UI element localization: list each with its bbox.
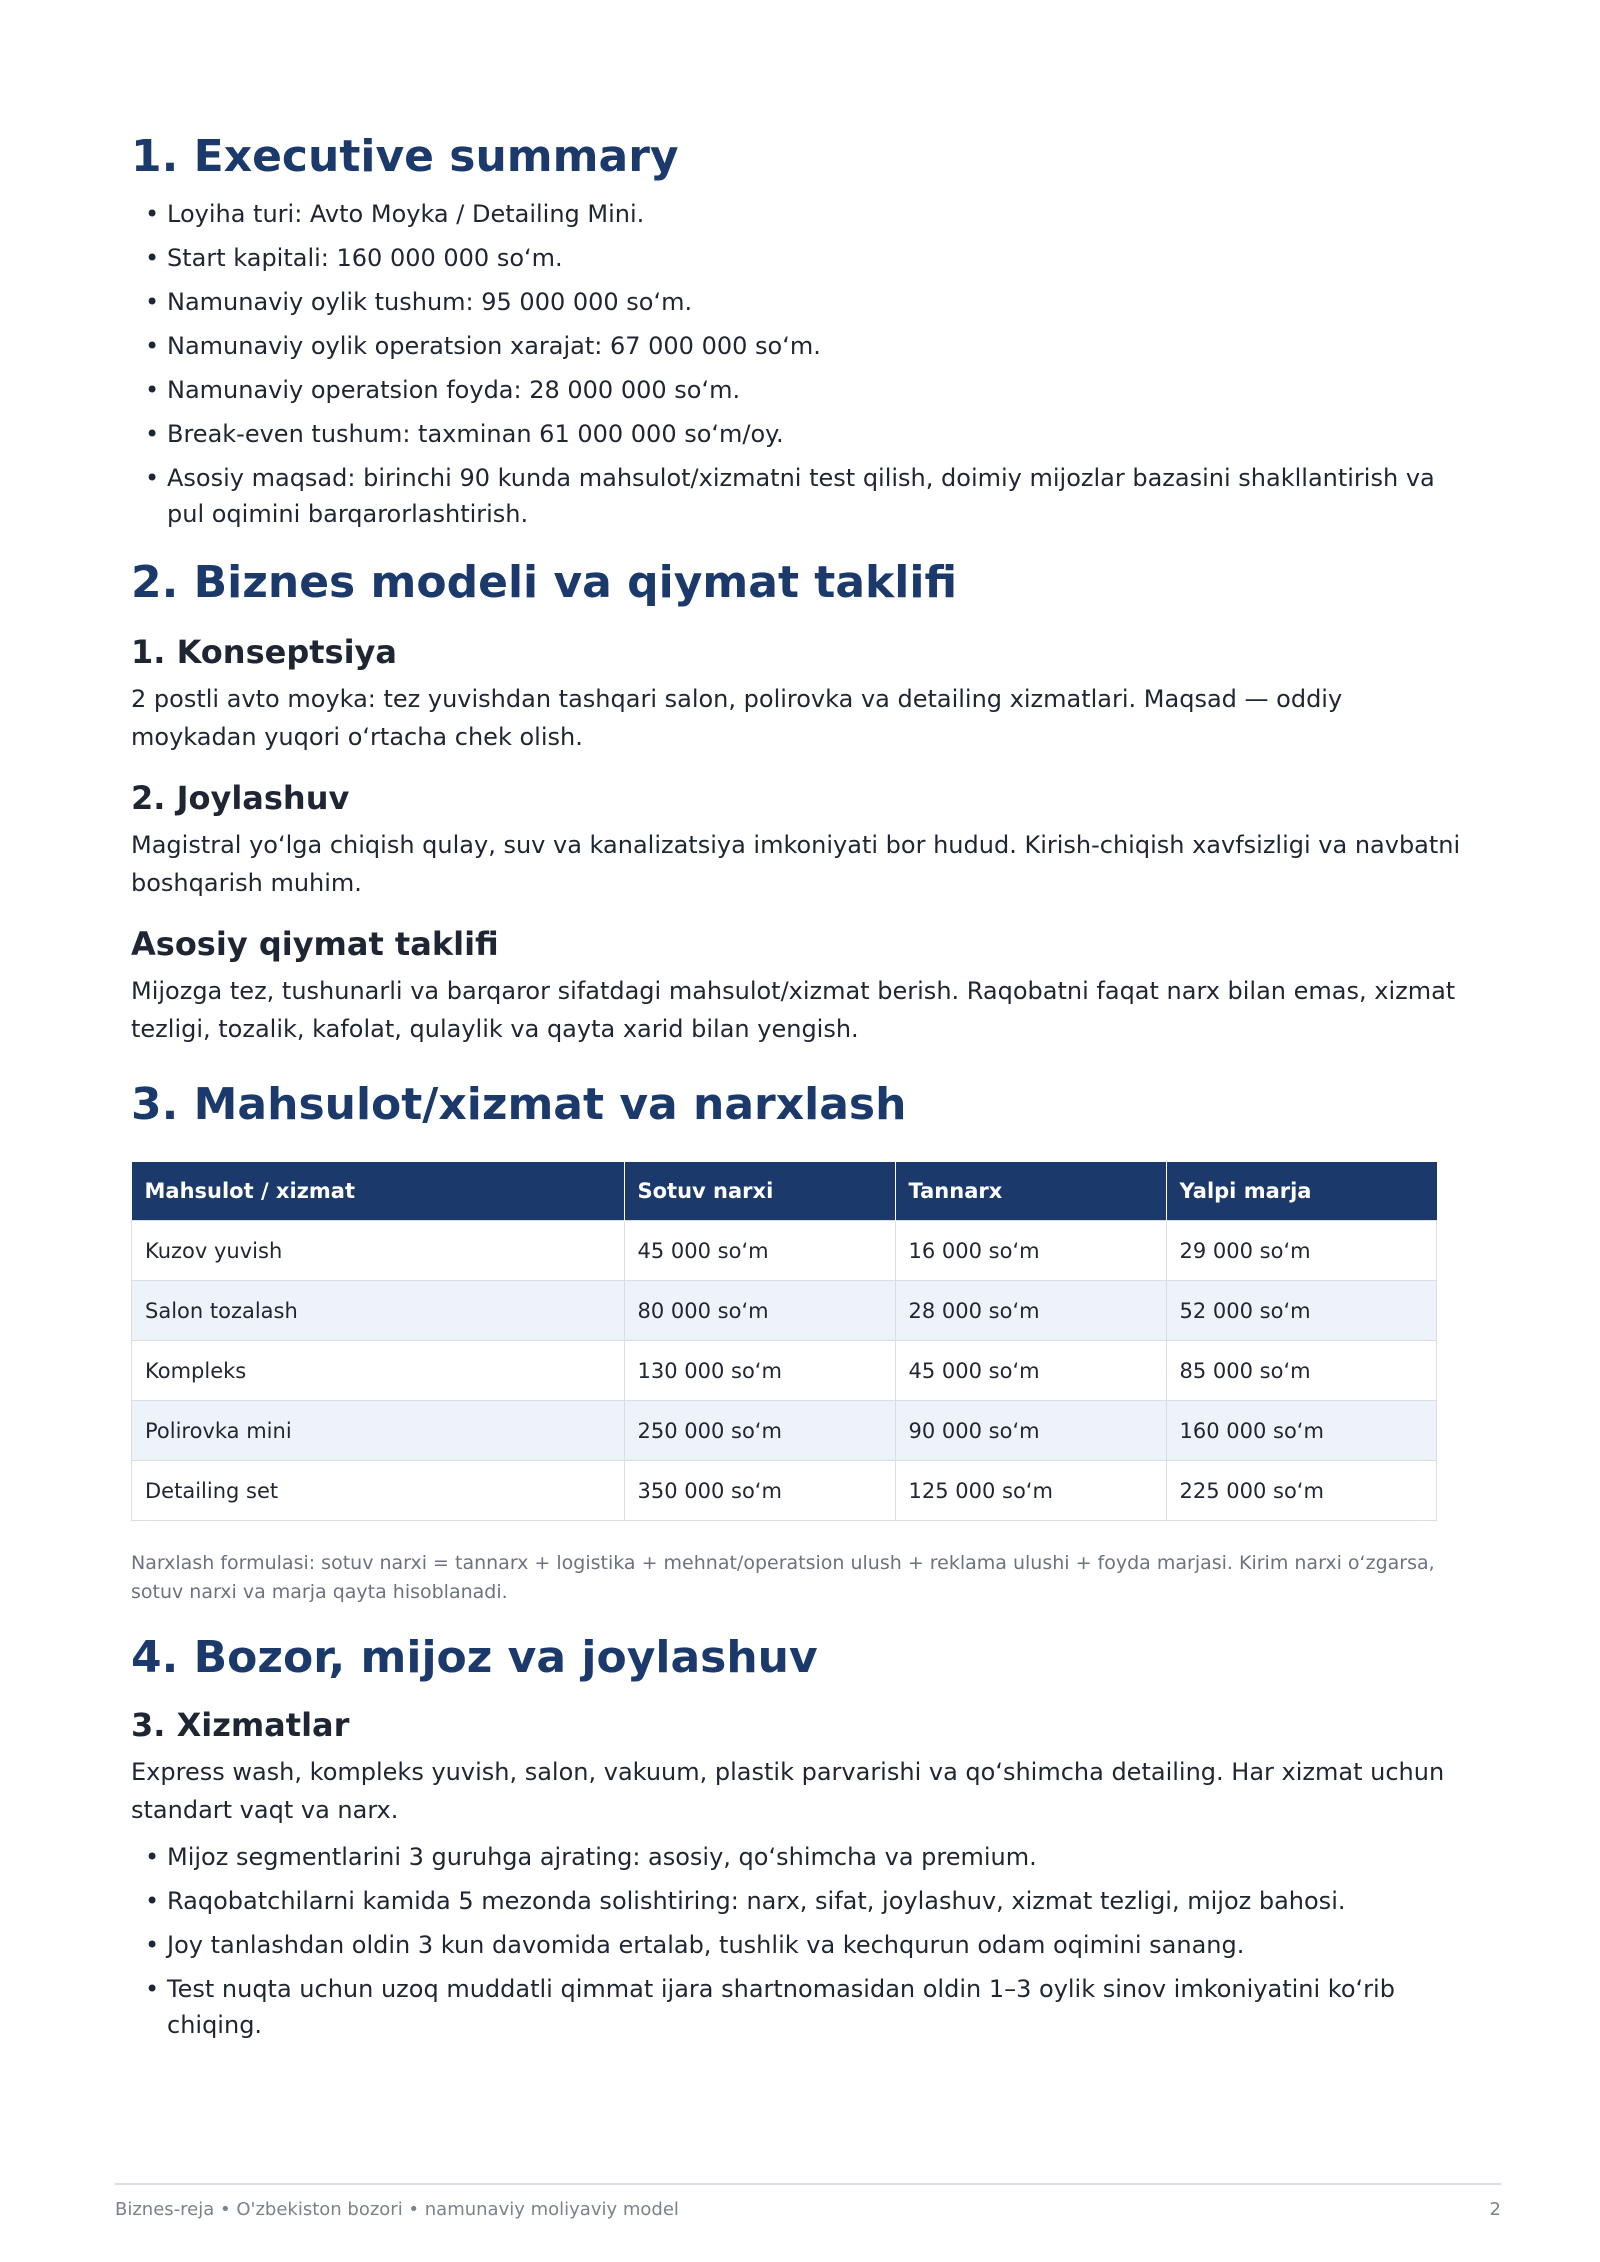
footer-divider (115, 2183, 1501, 2185)
section-title-pricing: 3. Mahsulot/xizmat va narxlash (131, 1079, 907, 1130)
page-number: 2 (1489, 2199, 1501, 2220)
table-cell: 85 000 so‘m (1166, 1341, 1437, 1401)
table-cell: 28 000 so‘m (895, 1281, 1166, 1341)
table-cell: Kompleks (132, 1341, 625, 1401)
table-cell: 130 000 so‘m (624, 1341, 895, 1401)
table-cell: Detailing set (132, 1461, 625, 1521)
subsection-title-location: 2. Joylashuv (131, 779, 350, 817)
column-header: Mahsulot / xizmat (132, 1162, 625, 1221)
value-proposition-text: Mijozga tez, tushunarli va barqaror sifatdagi mahsulot/xizmat berish. Raqobatni faqat narx bilan emas, xizmat tezligi, tozalik, kafolat, qulaylik va qayta xarid bilan yengish. (131, 977, 1456, 1043)
section-title-executive-summary: 1. Executive summary (131, 131, 679, 182)
subsection-title-services: 3. Xizmatlar (131, 1706, 350, 1744)
table-cell: 160 000 so‘m (1166, 1401, 1437, 1461)
table-cell: 250 000 so‘m (624, 1401, 895, 1461)
market-list (131, 1839, 1471, 2043)
section-title-market: 4. Bozor, mijoz va joylashuv (131, 1632, 818, 1683)
location-text: Magistral yo‘lga chiqish qulay, suv va kanalizatsiya imkoniyati bor hudud. Kirish-chiqish xavfsizligi va navbatni boshqarish muhim. (131, 831, 1461, 897)
table-cell: 350 000 so‘m (624, 1461, 895, 1521)
subsection-title-value-proposition: Asosiy qiymat taklifi (131, 925, 499, 963)
pricing-formula-note: Narxlash formulasi: sotuv narxi = tannarx + logistika + mehnat/operatsion ulush + reklama ulushi + foyda marjasi. Kirim narxi o‘zgarsa, sotuv narxi va marja qayta hisoblanadi. (131, 1552, 1435, 1603)
list-item: • Joy tanlashdan oldin 3 kun davomida ertalab, tushlik va kechqurun odam oqimini sanang. (131, 1927, 1471, 1963)
table-row (132, 1341, 1437, 1401)
table-cell: 16 000 so‘m (895, 1221, 1166, 1281)
list-item: • Loyiha turi: Avto Moyka / Detailing Mini. (131, 196, 1471, 232)
table-cell: 52 000 so‘m (1166, 1281, 1437, 1341)
list-item: • Raqobatchilarni kamida 5 mezonda solishtiring: narx, sifat, joylashuv, xizmat tezligi, mijoz bahosi. (131, 1883, 1471, 1919)
table-header-row (132, 1162, 1437, 1221)
subsection-title-concept: 1. Konseptsiya (131, 633, 397, 671)
column-header: Sotuv narxi (624, 1162, 895, 1221)
table-cell: 80 000 so‘m (624, 1281, 895, 1341)
list-item: • Namunaviy oylik operatsion xarajat: 67 000 000 so‘m. (131, 328, 1471, 364)
table-cell: 125 000 so‘m (895, 1461, 1166, 1521)
table-cell: 225 000 so‘m (1166, 1461, 1437, 1521)
list-item: • Test nuqta uchun uzoq muddatli qimmat ijara shartnomasidan oldin 1–3 oylik sinov imkoniyatini ko‘rib chiqing. (131, 1971, 1471, 2043)
table-cell: 45 000 so‘m (624, 1221, 895, 1281)
table-cell: Kuzov yuvish (132, 1221, 625, 1281)
pricing-table (131, 1162, 1437, 1521)
column-header: Yalpi marja (1166, 1162, 1437, 1221)
table-cell: Polirovka mini (132, 1401, 625, 1461)
table-cell: 90 000 so‘m (895, 1401, 1166, 1461)
services-text: Express wash, kompleks yuvish, salon, vakuum, plastik parvarishi va qo‘shimcha detailing. Har xizmat uchun standart vaqt va narx. (131, 1758, 1445, 1824)
list-item: • Mijoz segmentlarini 3 guruhga ajrating: asosiy, qo‘shimcha va premium. (131, 1839, 1471, 1875)
concept-text: 2 postli avto moyka: tez yuvishdan tashqari salon, polirovka va detailing xizmatlari. Maqsad — oddiy moykadan yuqori o‘rtacha chek olish. (131, 685, 1343, 751)
section-title-business-model: 2. Biznes modeli va qiymat taklifi (131, 557, 958, 608)
footer-text: Biznes-reja • O'zbekiston bozori • namunaviy moliyaviy model (115, 2199, 679, 2220)
table-cell: 45 000 so‘m (895, 1341, 1166, 1401)
table-row (132, 1401, 1437, 1461)
list-item: • Namunaviy operatsion foyda: 28 000 000 so‘m. (131, 372, 1471, 408)
table-row (132, 1221, 1437, 1281)
document-page (131, 128, 1471, 2051)
table-cell: 29 000 so‘m (1166, 1221, 1437, 1281)
list-item: • Break-even tushum: taxminan 61 000 000 so‘m/oy. (131, 416, 1471, 452)
table-cell: Salon tozalash (132, 1281, 625, 1341)
table-row (132, 1461, 1437, 1521)
list-item: • Namunaviy oylik tushum: 95 000 000 so‘m. (131, 284, 1471, 320)
executive-summary-list (131, 196, 1471, 532)
list-item: • Start kapitali: 160 000 000 so‘m. (131, 240, 1471, 276)
list-item: • Asosiy maqsad: birinchi 90 kunda mahsulot/xizmatni test qilish, doimiy mijozlar bazasini shakllantirish va pul oqimini barqarorlashtirish. (131, 460, 1471, 532)
table-row (132, 1281, 1437, 1341)
column-header: Tannarx (895, 1162, 1166, 1221)
